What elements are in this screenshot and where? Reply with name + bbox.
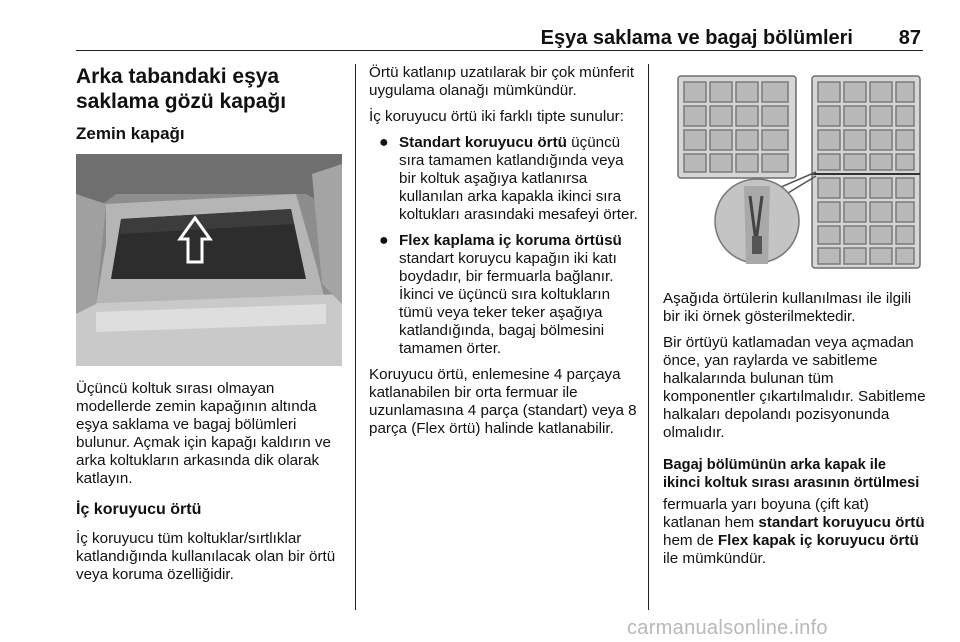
bullet-icon: ● <box>379 232 389 249</box>
page-number: 87 <box>898 27 921 49</box>
covering-paragraph <box>663 496 927 568</box>
floor-cover-description: Üçüncü koltuk sırası olmayan modellerde zemin kapağının altında eşya saklama ve bagaj bölümleri bulunur. Açmak için kapağı kaldırın ve arka koltukların arkasında dik olarak katlayın. <box>76 380 331 487</box>
subheading-floor-cover: Zemin kapağı <box>76 124 185 143</box>
subheading-covering: Bagaj bölümünün arka kapak ile ikinci koltuk sırası arasının örtülmesi <box>663 457 920 491</box>
column-right <box>663 290 927 576</box>
bullet-icon: ● <box>379 134 389 151</box>
column-divider <box>355 64 356 610</box>
list-item <box>369 134 639 224</box>
cargo-floor-photo <box>76 154 342 366</box>
watermark: carmanualsonline.info <box>627 617 828 639</box>
covering-text-end: ile mümkündür. <box>663 550 766 567</box>
column-divider <box>648 64 649 610</box>
cover-folding-diagram <box>664 66 930 274</box>
grid-panel-left <box>678 76 796 178</box>
cover-types-list <box>369 134 639 358</box>
bullet-text-standard: üçüncü sıra tamamen katlandığında veya bir koltuk aşağıya katlanırsa kullanılan arka kapakla ikinci sıra koltukları arasındaki mesafeyi örter. <box>399 134 638 223</box>
zipper-icon <box>715 172 816 264</box>
covering-text-mid: hem de <box>663 532 718 549</box>
covering-term-standard: standart koruyucu örtü <box>758 514 925 531</box>
grid-panel-right <box>812 76 920 268</box>
bullet-term-standard: Standart koruyucu örtü <box>399 134 567 151</box>
covering-text-start: fermuarla yarı boyuna (çift kat) katlanan hem <box>663 496 869 531</box>
column-middle <box>369 64 639 446</box>
cover-types-paragraph: İç koruyucu örtü iki farklı tipte sunulur: <box>369 108 624 125</box>
preparation-paragraph: Bir örtüyü katlamadan veya açmadan önce, yan raylarda ve sabitleme halkalarında bulunan tüm komponentler çıkartılmalıdır. Sabitleme halkaları depolandı pozisyonunda olmalıdır. <box>663 334 926 441</box>
bullet-text-flex: standart koruycu kapağın iki katı boydadır, bir fermuarla bağlanır. İkinci ve üçüncü sıra koltukların tümü veya teker teker aşağıya katlandığında, bagaj bölmesini tamamen örter. <box>399 250 617 357</box>
column-left <box>76 64 344 592</box>
cover-intro-paragraph: Örtü katlanıp uzatılarak bir çok münferit uygulama olanağı mümkündür. <box>369 64 635 99</box>
page-header <box>76 24 923 51</box>
list-item <box>369 232 639 358</box>
folding-paragraph: Koruyucu örtü, enlemesine 4 parçaya katlanabilen bir orta fermuar ile uzunlamasına 4 parça (standart) veya 8 parça (Flex örtü) halinde katlanabilir. <box>369 366 637 437</box>
main-heading-line2: saklama gözü kapağı <box>76 90 287 113</box>
examples-paragraph: Aşağıda örtülerin kullanılması ile ilgili bir iki örnek gösterilmektedir. <box>663 290 912 325</box>
main-heading-line1: Arka tabandaki eşya <box>76 65 280 88</box>
section-title: Eşya saklama ve bagaj bölümleri <box>540 27 853 49</box>
main-heading <box>76 64 344 114</box>
subheading-protective-cover: İç koruyucu örtü <box>76 501 202 518</box>
protective-cover-description: İç koruyucu tüm koltuklar/sırtlıklar katlandığında kullanılacak olan bir örtü veya koruma özelliğidir. <box>76 530 336 583</box>
covering-term-flex: Flex kapak iç koruyucu örtü <box>717 532 919 549</box>
bullet-term-flex: Flex kaplama iç koruma örtüsü <box>399 232 622 249</box>
